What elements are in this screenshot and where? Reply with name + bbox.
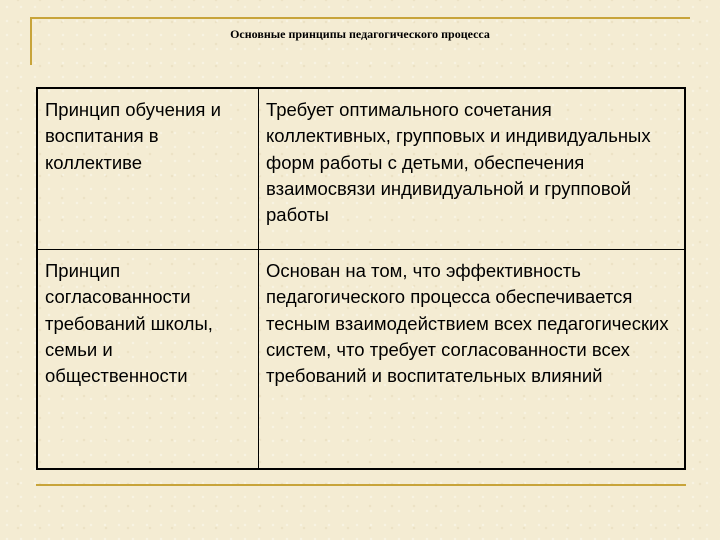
slide-title: Основные принципы педагогического процесса [230,27,490,41]
description-cell: Основан на том, что эффективность педагогического процесса обеспечивается тесным взаимодействием всех педагогических систем, что требует согласованности всех требований и воспитательных влияний [266,260,669,387]
table-row [37,88,685,250]
principles-table [36,87,686,470]
description-cell: Требует оптимального сочетания коллективных, групповых и индивидуальных форм работы с детьми, обеспечения взаимосвязи индивидуальной и групповой работы [259,88,686,250]
decorative-top-line [30,17,690,19]
principle-cell: Принцип обучения и воспитания в коллективе [37,88,259,250]
table-row [37,250,685,470]
principle-cell: Принцип согласованности требований школы, семьи и общественности [37,250,259,470]
decorative-bottom-line [36,484,686,486]
